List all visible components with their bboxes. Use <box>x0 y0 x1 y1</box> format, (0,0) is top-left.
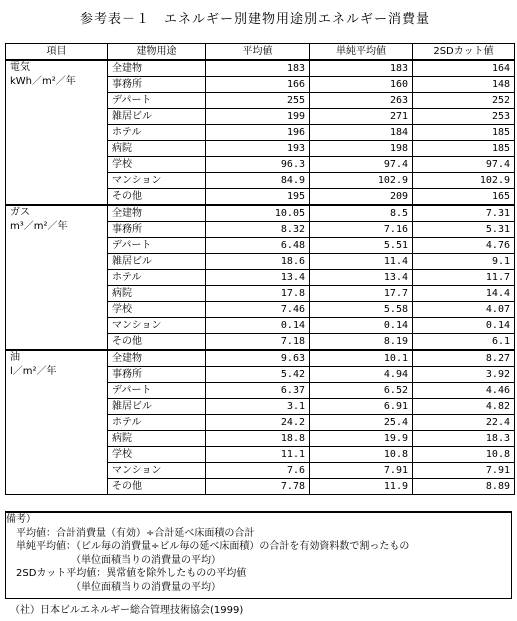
cut-average-cell: 4.46 <box>413 383 515 399</box>
building-use-cell: デパート <box>108 383 206 399</box>
average-cell: 196 <box>206 125 310 141</box>
cut-average-cell: 4.07 <box>413 302 515 318</box>
category-cell <box>6 205 108 350</box>
simple-average-cell: 5.58 <box>310 302 413 318</box>
average-cell: 255 <box>206 93 310 109</box>
building-use-cell: 病院 <box>108 141 206 157</box>
simple-average-cell: 10.1 <box>310 350 413 367</box>
cut-average-cell: 5.31 <box>413 222 515 238</box>
average-cell: 199 <box>206 109 310 125</box>
simple-average-cell: 5.51 <box>310 238 413 254</box>
simple-average-cell: 8.19 <box>310 334 413 351</box>
simple-average-cell: 0.14 <box>310 318 413 334</box>
cut-average-cell: 97.4 <box>413 157 515 173</box>
building-use-cell: 学校 <box>108 447 206 463</box>
header-average: 平均値 <box>206 44 310 61</box>
cut-average-cell: 8.89 <box>413 479 515 495</box>
header-2sd-cut: 2SDカット値 <box>413 44 515 61</box>
average-cell: 24.2 <box>206 415 310 431</box>
building-use-cell: ホテル <box>108 270 206 286</box>
simple-average-cell: 4.94 <box>310 367 413 383</box>
simple-average-cell: 183 <box>310 60 413 77</box>
header-building-use: 建物用途 <box>108 44 206 61</box>
notes-line: 単純平均値：（ビル毎の消費量÷ビル毎の延べ床面積）の合計を有効資料数で割ったもの <box>6 541 410 552</box>
header-simple-average: 単純平均値 <box>310 44 413 61</box>
building-use-cell: ホテル <box>108 125 206 141</box>
cut-average-cell: 148 <box>413 77 515 93</box>
table-row <box>6 350 515 367</box>
building-use-cell: 雑居ビル <box>108 254 206 270</box>
building-use-cell: マンション <box>108 318 206 334</box>
notes-line: 平均値：合計消費量（有効）÷合計延べ床面積の合計 <box>6 527 255 539</box>
average-cell: 6.48 <box>206 238 310 254</box>
cut-average-cell: 9.1 <box>413 254 515 270</box>
page-title: 参考表－１ エネルギー別建物用途別エネルギー消費量 <box>80 12 431 27</box>
building-use-cell: デパート <box>108 238 206 254</box>
cut-average-cell: 4.76 <box>413 238 515 254</box>
simple-average-cell: 160 <box>310 77 413 93</box>
notes-line: （単位面積当りの消費量の平均） <box>6 554 221 566</box>
header-item: 項目 <box>6 44 108 61</box>
simple-average-cell: 209 <box>310 189 413 206</box>
average-cell: 195 <box>206 189 310 206</box>
cut-average-cell: 7.31 <box>413 205 515 222</box>
notes-line: 2SDカット平均値：異常値を除外したものの平均値 <box>6 568 247 579</box>
simple-average-cell: 11.4 <box>310 254 413 270</box>
building-use-cell: 全建物 <box>108 205 206 222</box>
building-use-cell: 病院 <box>108 286 206 302</box>
simple-average-cell: 6.52 <box>310 383 413 399</box>
average-cell: 7.18 <box>206 334 310 351</box>
simple-average-cell: 184 <box>310 125 413 141</box>
category-name: ガス <box>10 207 30 218</box>
cut-average-cell: 185 <box>413 141 515 157</box>
cut-average-cell: 4.82 <box>413 399 515 415</box>
cut-average-cell: 11.7 <box>413 270 515 286</box>
cut-average-cell: 18.3 <box>413 431 515 447</box>
simple-average-cell: 13.4 <box>310 270 413 286</box>
building-use-cell: 事務所 <box>108 222 206 238</box>
building-use-cell: デパート <box>108 93 206 109</box>
simple-average-cell: 8.5 <box>310 205 413 222</box>
average-cell: 8.32 <box>206 222 310 238</box>
average-cell: 13.4 <box>206 270 310 286</box>
cut-average-cell: 252 <box>413 93 515 109</box>
cut-average-cell: 165 <box>413 189 515 206</box>
average-cell: 3.1 <box>206 399 310 415</box>
simple-average-cell: 6.91 <box>310 399 413 415</box>
energy-table <box>5 43 515 495</box>
simple-average-cell: 19.9 <box>310 431 413 447</box>
cut-average-cell: 253 <box>413 109 515 125</box>
notes-heading: 備考） <box>6 514 36 525</box>
average-cell: 183 <box>206 60 310 77</box>
cut-average-cell: 10.8 <box>413 447 515 463</box>
source-citation: （社）日本ビルエネルギー総合管理技術協会(1999) <box>10 605 244 616</box>
cut-average-cell: 6.1 <box>413 334 515 351</box>
simple-average-cell: 271 <box>310 109 413 125</box>
cut-average-cell: 164 <box>413 60 515 77</box>
average-cell: 0.14 <box>206 318 310 334</box>
category-cell <box>6 350 108 495</box>
average-cell: 6.37 <box>206 383 310 399</box>
simple-average-cell: 102.9 <box>310 173 413 189</box>
average-cell: 10.05 <box>206 205 310 222</box>
table-row <box>6 60 515 77</box>
average-cell: 166 <box>206 77 310 93</box>
average-cell: 18.6 <box>206 254 310 270</box>
cut-average-cell: 22.4 <box>413 415 515 431</box>
category-unit: m³／m²／年 <box>10 221 68 232</box>
simple-average-cell: 17.7 <box>310 286 413 302</box>
cut-average-cell: 7.91 <box>413 463 515 479</box>
average-cell: 193 <box>206 141 310 157</box>
building-use-cell: 全建物 <box>108 350 206 367</box>
cut-average-cell: 102.9 <box>413 173 515 189</box>
building-use-cell: ホテル <box>108 415 206 431</box>
category-name: 電気 <box>10 62 30 73</box>
average-cell: 18.8 <box>206 431 310 447</box>
cut-average-cell: 3.92 <box>413 367 515 383</box>
simple-average-cell: 198 <box>310 141 413 157</box>
average-cell: 17.8 <box>206 286 310 302</box>
table-body <box>6 60 515 495</box>
category-name: 油 <box>10 352 20 363</box>
simple-average-cell: 10.8 <box>310 447 413 463</box>
simple-average-cell: 97.4 <box>310 157 413 173</box>
simple-average-cell: 7.16 <box>310 222 413 238</box>
notes-box <box>5 511 512 599</box>
category-cell <box>6 60 108 205</box>
building-use-cell: 雑居ビル <box>108 109 206 125</box>
building-use-cell: その他 <box>108 189 206 206</box>
building-use-cell: マンション <box>108 463 206 479</box>
average-cell: 9.63 <box>206 350 310 367</box>
average-cell: 7.46 <box>206 302 310 318</box>
simple-average-cell: 263 <box>310 93 413 109</box>
average-cell: 11.1 <box>206 447 310 463</box>
category-unit: l／m²／年 <box>10 366 57 377</box>
simple-average-cell: 7.91 <box>310 463 413 479</box>
cut-average-cell: 185 <box>413 125 515 141</box>
average-cell: 84.9 <box>206 173 310 189</box>
table-row <box>6 205 515 222</box>
building-use-cell: 病院 <box>108 431 206 447</box>
building-use-cell: 事務所 <box>108 77 206 93</box>
cut-average-cell: 0.14 <box>413 318 515 334</box>
simple-average-cell: 25.4 <box>310 415 413 431</box>
category-unit: kWh／m²／年 <box>10 76 76 87</box>
building-use-cell: 雑居ビル <box>108 399 206 415</box>
average-cell: 7.78 <box>206 479 310 495</box>
building-use-cell: マンション <box>108 173 206 189</box>
table-header-row <box>6 44 515 61</box>
average-cell: 7.6 <box>206 463 310 479</box>
building-use-cell: 全建物 <box>108 60 206 77</box>
average-cell: 5.42 <box>206 367 310 383</box>
average-cell: 96.3 <box>206 157 310 173</box>
notes-line: （単位面積当りの消費量の平均） <box>6 581 221 593</box>
building-use-cell: その他 <box>108 334 206 351</box>
cut-average-cell: 8.27 <box>413 350 515 367</box>
building-use-cell: 学校 <box>108 302 206 318</box>
building-use-cell: 事務所 <box>108 367 206 383</box>
building-use-cell: 学校 <box>108 157 206 173</box>
simple-average-cell: 11.9 <box>310 479 413 495</box>
cut-average-cell: 14.4 <box>413 286 515 302</box>
building-use-cell: その他 <box>108 479 206 495</box>
